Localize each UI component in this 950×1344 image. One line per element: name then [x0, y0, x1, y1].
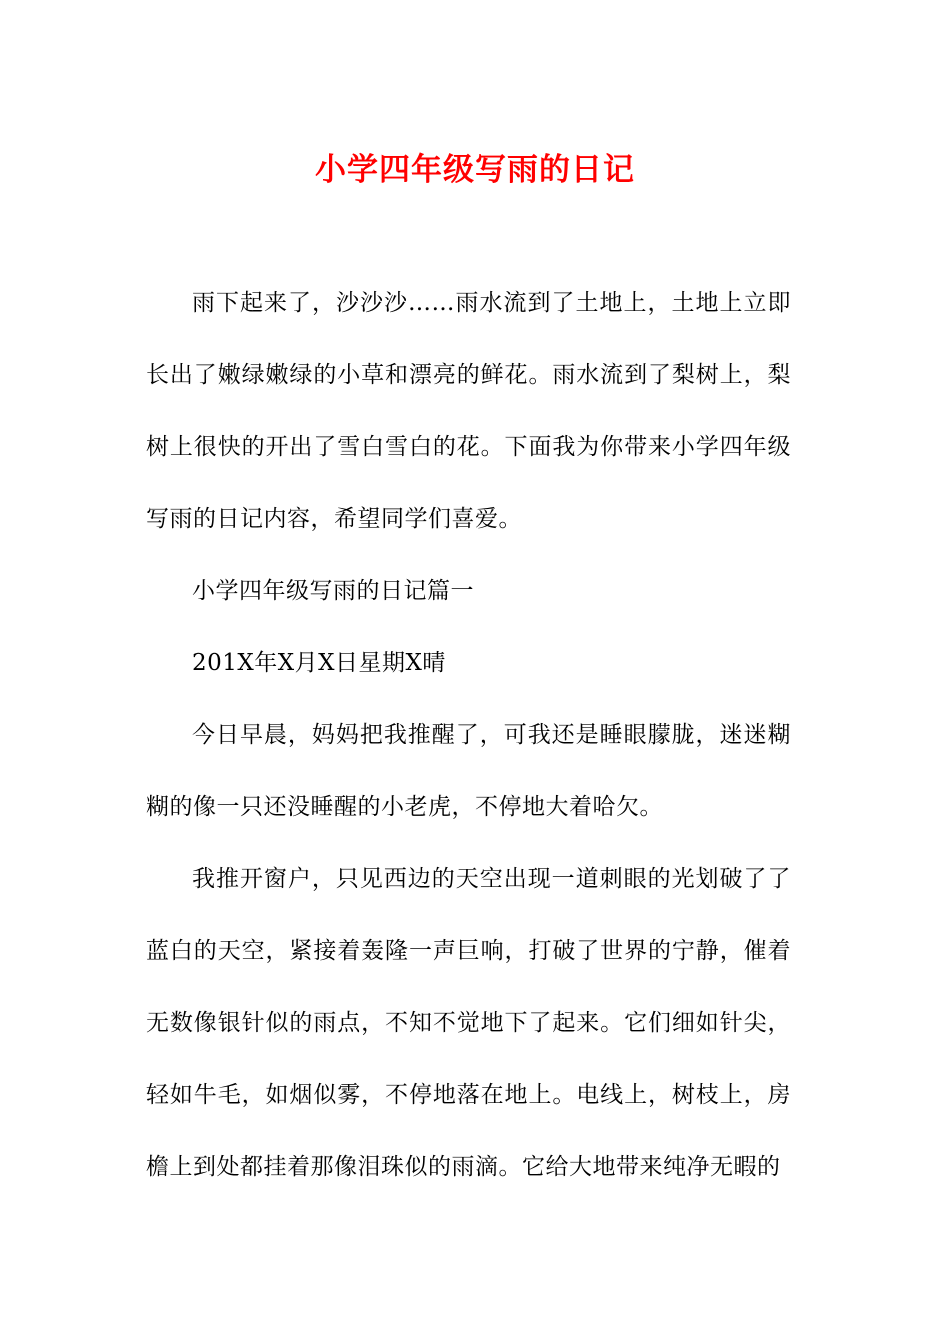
section-heading: 小学四年级写雨的日记篇一: [192, 578, 474, 604]
diary-date-line: 201X年X月X日星期X晴: [192, 650, 446, 676]
diary-paragraph: 今日早晨，妈妈把我推醒了，可我还是睡眼朦胧，迷迷糊糊的像一只还没睡醒的小老虎，不停地大着哈欠。: [146, 722, 791, 820]
intro-paragraph: 雨下起来了，沙沙沙……雨水流到了土地上，土地上立即长出了嫩绿嫩绿的小草和漂亮的鲜花。雨水流到了梨树上，梨树上很快的开出了雪白雪白的花。下面我为你带来小学四年级写雨的日记内容，希望同学们喜爱。: [146, 290, 791, 532]
diary-paragraph: 我推开窗户，只见西边的天空出现一道刺眼的光划破了了蓝白的天空，紧接着轰隆一声巨响，打破了世界的宁静，催着无数像银针似的雨点，不知不觉地下了起来。它们细如针尖，轻如牛毛，如烟似雾，不停地落在地上。电线上，树枝上，房檐上到处都挂着那像泪珠似的雨滴。它给大地带来纯净无暇的: [146, 866, 791, 1180]
document-body: [146, 267, 791, 1203]
document-title: 小学四年级写雨的日记: [315, 152, 635, 188]
